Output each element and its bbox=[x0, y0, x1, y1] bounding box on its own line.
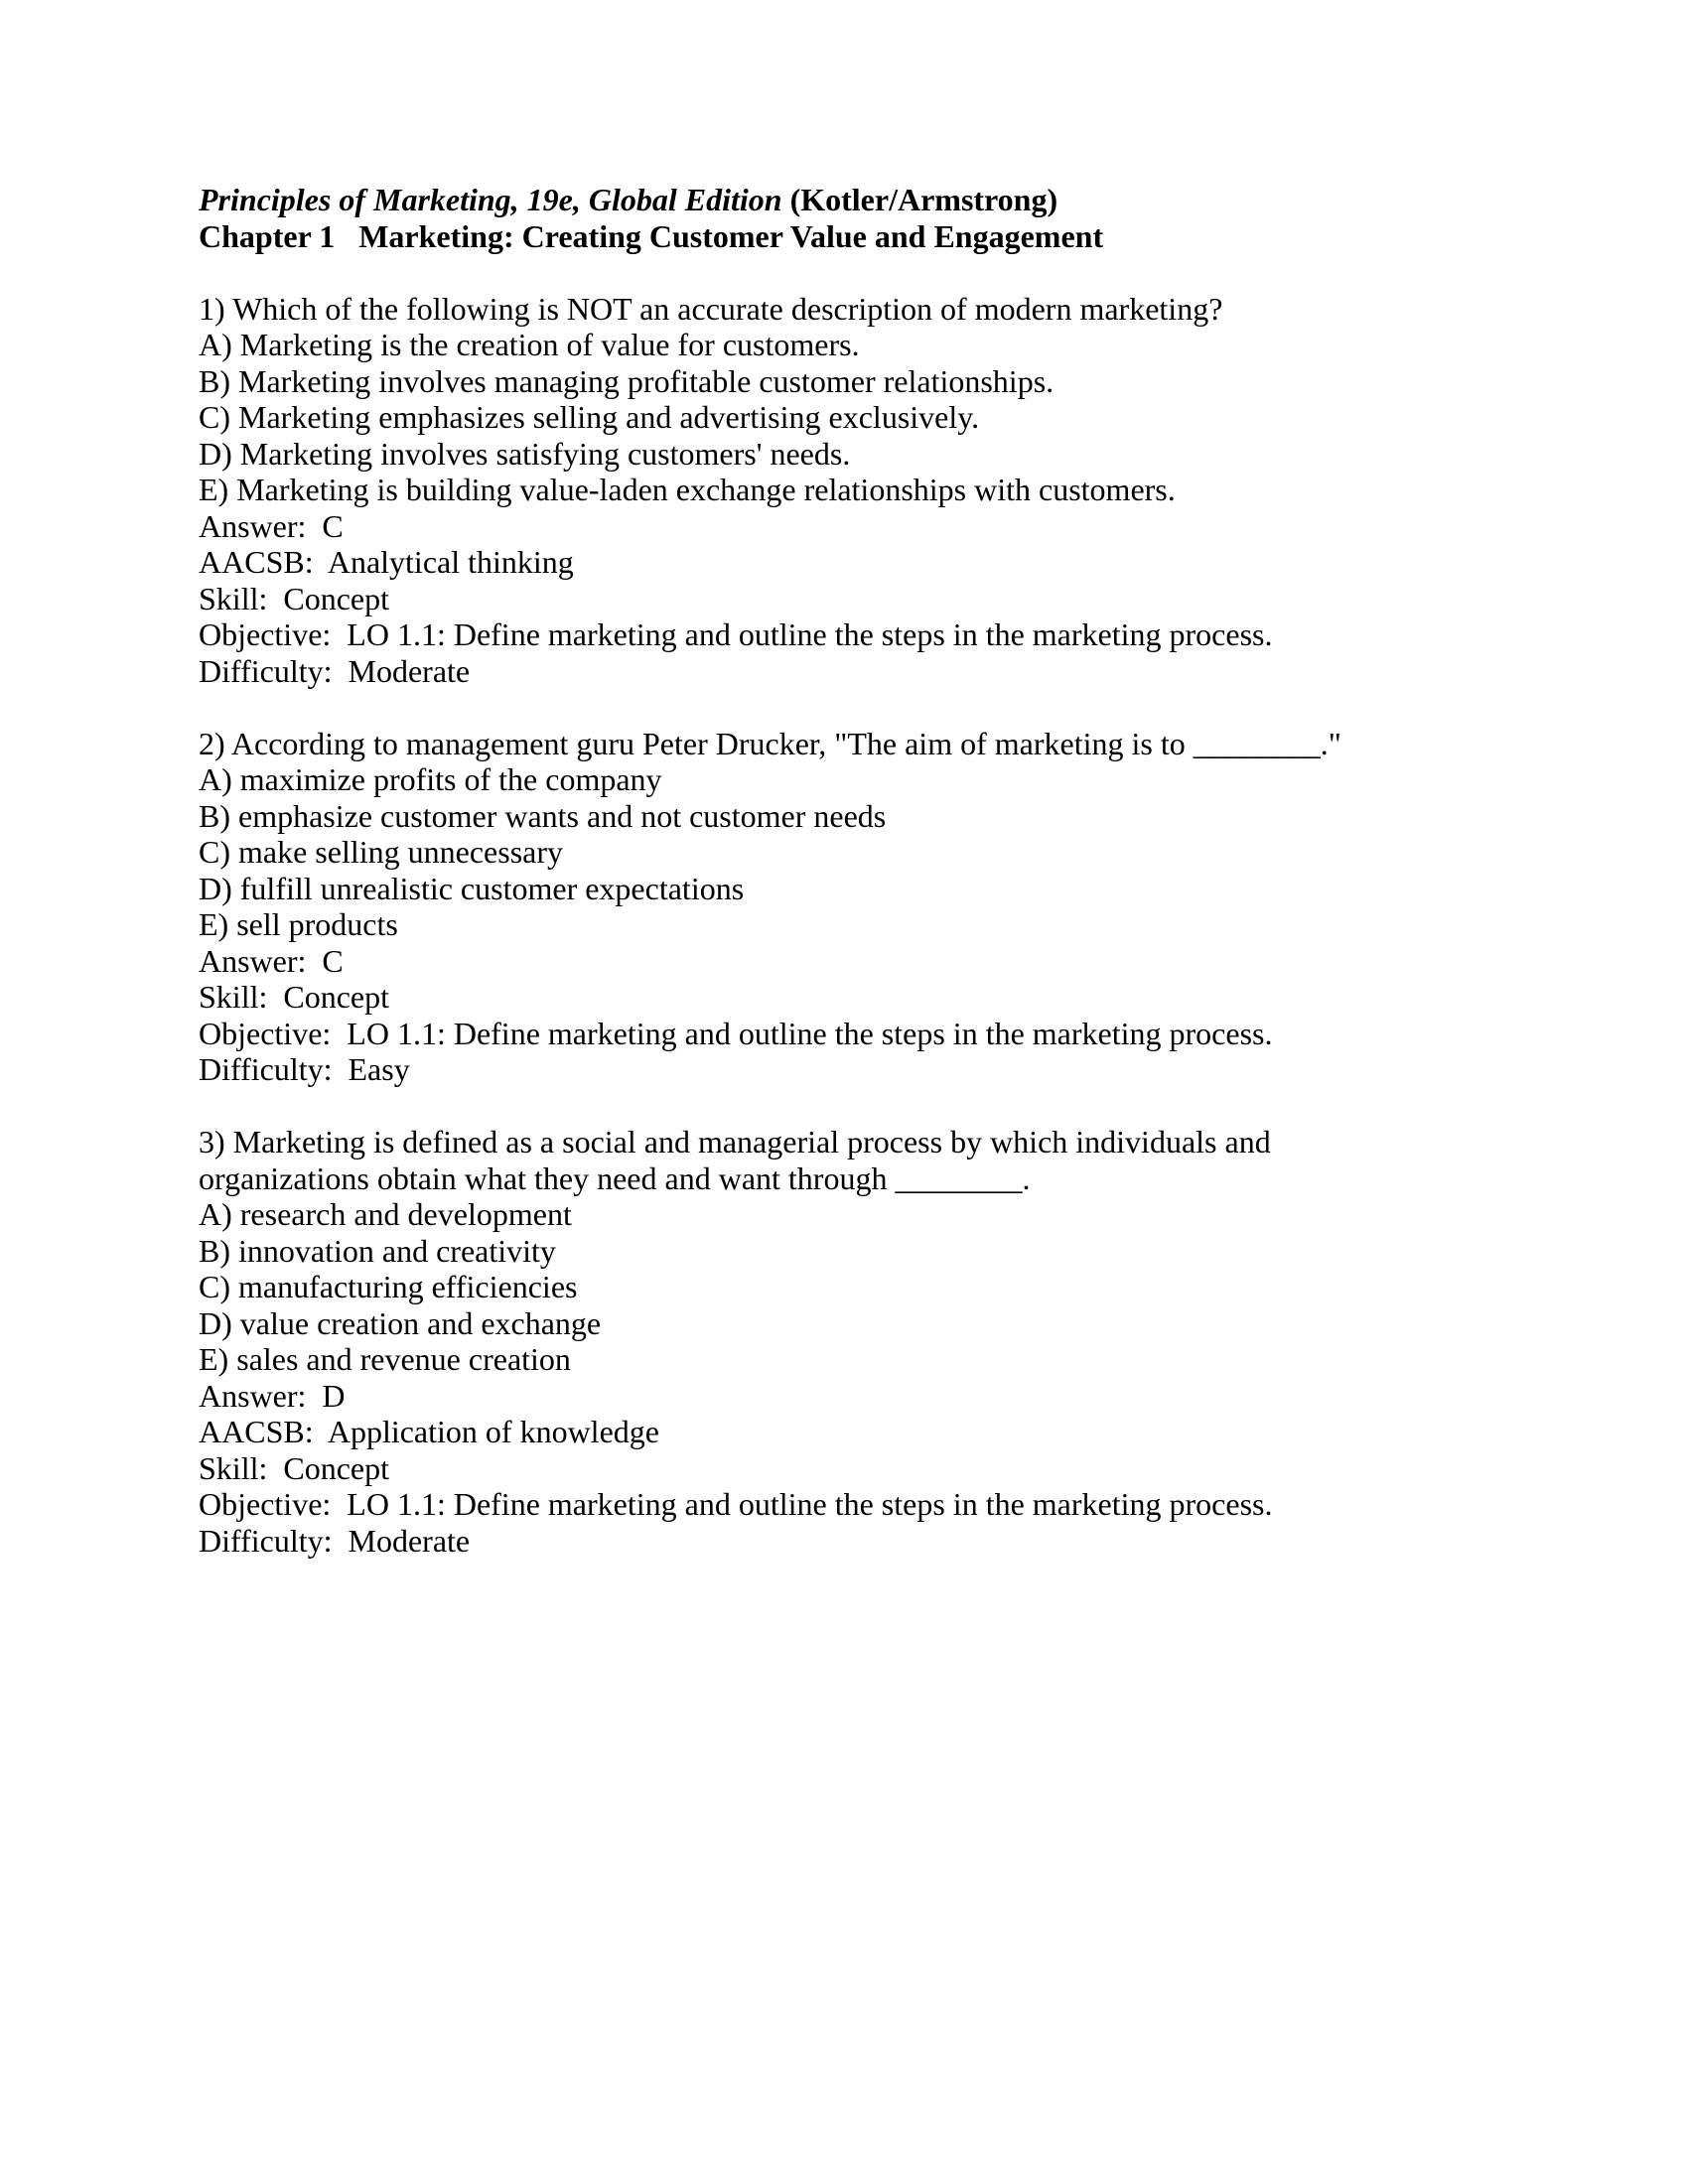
answer-option: C) Marketing emphasizes selling and advertising exclusively. bbox=[199, 399, 980, 435]
question-stem: 1) Which of the following is NOT an accurate description of modern marketing? bbox=[199, 290, 1223, 327]
question-block bbox=[199, 726, 1529, 1088]
question-stem: 3) Marketing is defined as a social and managerial process by which individuals and bbox=[199, 1124, 1271, 1160]
book-authors: (Kotler/Armstrong) bbox=[781, 182, 1058, 217]
question-metadata: Difficulty: Moderate bbox=[199, 652, 471, 689]
chapter-title: Marketing: Creating Customer Value and Engagement bbox=[358, 217, 1104, 254]
question-stem: 2) According to management guru Peter Drucker, "The aim of marketing is to ________." bbox=[199, 725, 1341, 761]
answer-option: D) fulfill unrealistic customer expectations bbox=[199, 870, 745, 906]
question-metadata: AACSB: Analytical thinking bbox=[199, 544, 574, 580]
question-metadata: Objective: LO 1.1: Define marketing and outline the steps in the marketing process. bbox=[199, 1486, 1273, 1522]
question-metadata: Answer: D bbox=[199, 1377, 346, 1414]
answer-option: C) make selling unnecessary bbox=[199, 834, 563, 870]
question-metadata: Objective: LO 1.1: Define marketing and outline the steps in the marketing process. bbox=[199, 1015, 1273, 1051]
answer-option: E) Marketing is building value-laden exchange relationships with customers. bbox=[199, 472, 1176, 507]
answer-option: E) sell products bbox=[199, 906, 398, 942]
question-stem: organizations obtain what they need and want through ________. bbox=[199, 1160, 1031, 1196]
question-block bbox=[199, 291, 1529, 690]
answer-option: B) Marketing involves managing profitable customer relationships. bbox=[199, 362, 1055, 399]
chapter-heading bbox=[199, 218, 1529, 255]
answer-option: A) research and development bbox=[199, 1196, 572, 1232]
chapter-label: Chapter 1 bbox=[199, 217, 336, 254]
document-page bbox=[199, 182, 1529, 1559]
question-metadata: Answer: C bbox=[199, 942, 344, 979]
answer-option: A) maximize profits of the company bbox=[199, 761, 662, 797]
book-title-line bbox=[199, 182, 1529, 218]
answer-option: C) manufacturing efficiencies bbox=[199, 1269, 578, 1304]
book-title: Principles of Marketing, 19e, Global Edition bbox=[199, 182, 782, 217]
answer-option: B) emphasize customer wants and not customer needs bbox=[199, 797, 887, 834]
answer-option: E) sales and revenue creation bbox=[199, 1341, 571, 1377]
answer-option: D) value creation and exchange bbox=[199, 1304, 602, 1341]
question-metadata: Difficulty: Moderate bbox=[199, 1522, 471, 1559]
question-list bbox=[199, 291, 1529, 1560]
answer-option: D) Marketing involves satisfying customers' needs. bbox=[199, 435, 851, 472]
answer-option: B) innovation and creativity bbox=[199, 1232, 556, 1269]
question-metadata: AACSB: Application of knowledge bbox=[199, 1414, 659, 1449]
question-block bbox=[199, 1124, 1529, 1559]
question-metadata: Difficulty: Easy bbox=[199, 1051, 410, 1087]
answer-option: A) Marketing is the creation of value for customers. bbox=[199, 327, 860, 362]
question-metadata: Answer: C bbox=[199, 507, 344, 544]
question-metadata: Skill: Concept bbox=[199, 580, 389, 616]
question-metadata: Skill: Concept bbox=[199, 1449, 389, 1486]
question-metadata: Objective: LO 1.1: Define marketing and outline the steps in the marketing process. bbox=[199, 616, 1273, 652]
question-metadata: Skill: Concept bbox=[199, 979, 389, 1015]
